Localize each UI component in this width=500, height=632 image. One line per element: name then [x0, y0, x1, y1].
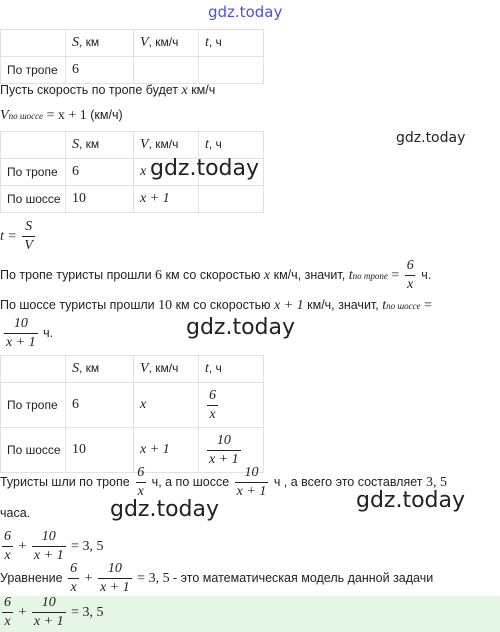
table-cell: 10 [66, 428, 134, 473]
table-cell: x [134, 159, 199, 186]
header-v: V, км/ч [134, 30, 199, 57]
table-cell [1, 30, 66, 57]
watermark: gdz.today [396, 130, 466, 146]
fraction: $\frac{6}{x}$ [209, 387, 216, 422]
table-3 [0, 355, 264, 473]
row-label: По тропе [1, 57, 66, 84]
fraction: $\frac{6}{x}$ [406, 258, 414, 292]
model-sentence: Уравнение $\frac{6}{x}$ + $\frac{10}{x + 1}$ = 3, 5 - это математическая модель данной задачи [0, 561, 434, 595]
watermark: gdz.today [186, 315, 296, 340]
walked-sentence: Туристы шли по тропе $\frac{6}{x}$ ч, а по шоссе $\frac{10}{x + 1}$ ч , а всего это составляет 3, 5 [0, 465, 447, 499]
fraction: $\frac{10}{x + 1}$ [236, 465, 267, 499]
fraction: $\frac{6}{x}$ [4, 529, 11, 563]
table-cell: 10 [66, 186, 134, 213]
road-fraction: $\frac{10}{x + 1}$ ч. [6, 316, 54, 350]
row-label: По тропе [1, 383, 66, 428]
header-t: t, ч [199, 356, 264, 383]
table-row [1, 132, 264, 159]
watermark: gdz.today [356, 488, 466, 513]
row-label: По шоссе [1, 428, 66, 473]
watermark: gdz.today [110, 497, 220, 522]
header-v: V, км/ч [134, 132, 199, 159]
fraction: $\frac{6}{x}$ [70, 561, 78, 595]
table-cell: x + 1 [134, 428, 199, 473]
let-speed-line: Пусть скорость по тропе будет x км/ч [0, 83, 216, 98]
v-road-line: Vпо шоссе = x + 1 (км/ч) [0, 108, 123, 123]
table-row [1, 30, 264, 57]
watermark-top: gdz.today [208, 3, 283, 21]
fraction: $\frac{10}{x + 1}$ [100, 561, 130, 595]
table-cell: 6 [66, 383, 134, 428]
header-t: t, ч [199, 30, 264, 57]
fraction: $\frac{10}{x + 1}$ [33, 529, 64, 563]
table-row [1, 186, 264, 213]
fraction: $\frac{S}{V}$ [24, 219, 33, 253]
header-s: S, км [66, 30, 134, 57]
header-s: S, км [66, 356, 134, 383]
trail-sentence: По тропе туристы прошли 6 км со скоростью x км/ч, значит, tпо тропе = $\frac{6}{x}$ ч. [0, 258, 432, 292]
header-s: S, км [66, 132, 134, 159]
fraction: $\frac{10}{x + 1}$ [209, 432, 239, 467]
table-cell [199, 383, 264, 428]
road-sentence: По шоссе туристы прошли 10 км со скоростью x + 1 км/ч, значит, tпо шоссе = [0, 298, 432, 313]
table-cell [199, 186, 264, 213]
table-cell [1, 356, 66, 383]
equation: $\frac{6}{x}$ + $\frac{10}{x + 1}$ = 3, 5 [4, 529, 104, 563]
table-cell [199, 57, 264, 84]
table-cell [1, 132, 66, 159]
table-row [1, 383, 264, 428]
t-formula: t = $\frac{S}{V}$ [0, 219, 33, 253]
table-cell: x + 1 [134, 186, 199, 213]
fraction: $\frac{10}{x + 1}$ [33, 595, 64, 629]
table-row [1, 356, 264, 383]
table-cell: 6 [66, 57, 134, 84]
table-cell: x [134, 383, 199, 428]
row-label: По шоссе [1, 186, 66, 213]
fraction: $\frac{6}{x}$ [137, 465, 145, 499]
hours-word: часа. [0, 506, 31, 520]
table-row [1, 57, 264, 84]
table-cell: 6 [66, 159, 134, 186]
fraction: $\frac{6}{x}$ [4, 595, 11, 629]
table-cell [134, 57, 199, 84]
fraction: $\frac{10}{x + 1}$ [6, 316, 36, 350]
header-v: V, км/ч [134, 356, 199, 383]
table-1 [0, 29, 264, 84]
watermark: gdz.today [150, 156, 260, 181]
final-equation: $\frac{6}{x}$ + $\frac{10}{x + 1}$ = 3, 5 [4, 595, 104, 629]
header-t: t, ч [199, 132, 264, 159]
row-label: По тропе [1, 159, 66, 186]
